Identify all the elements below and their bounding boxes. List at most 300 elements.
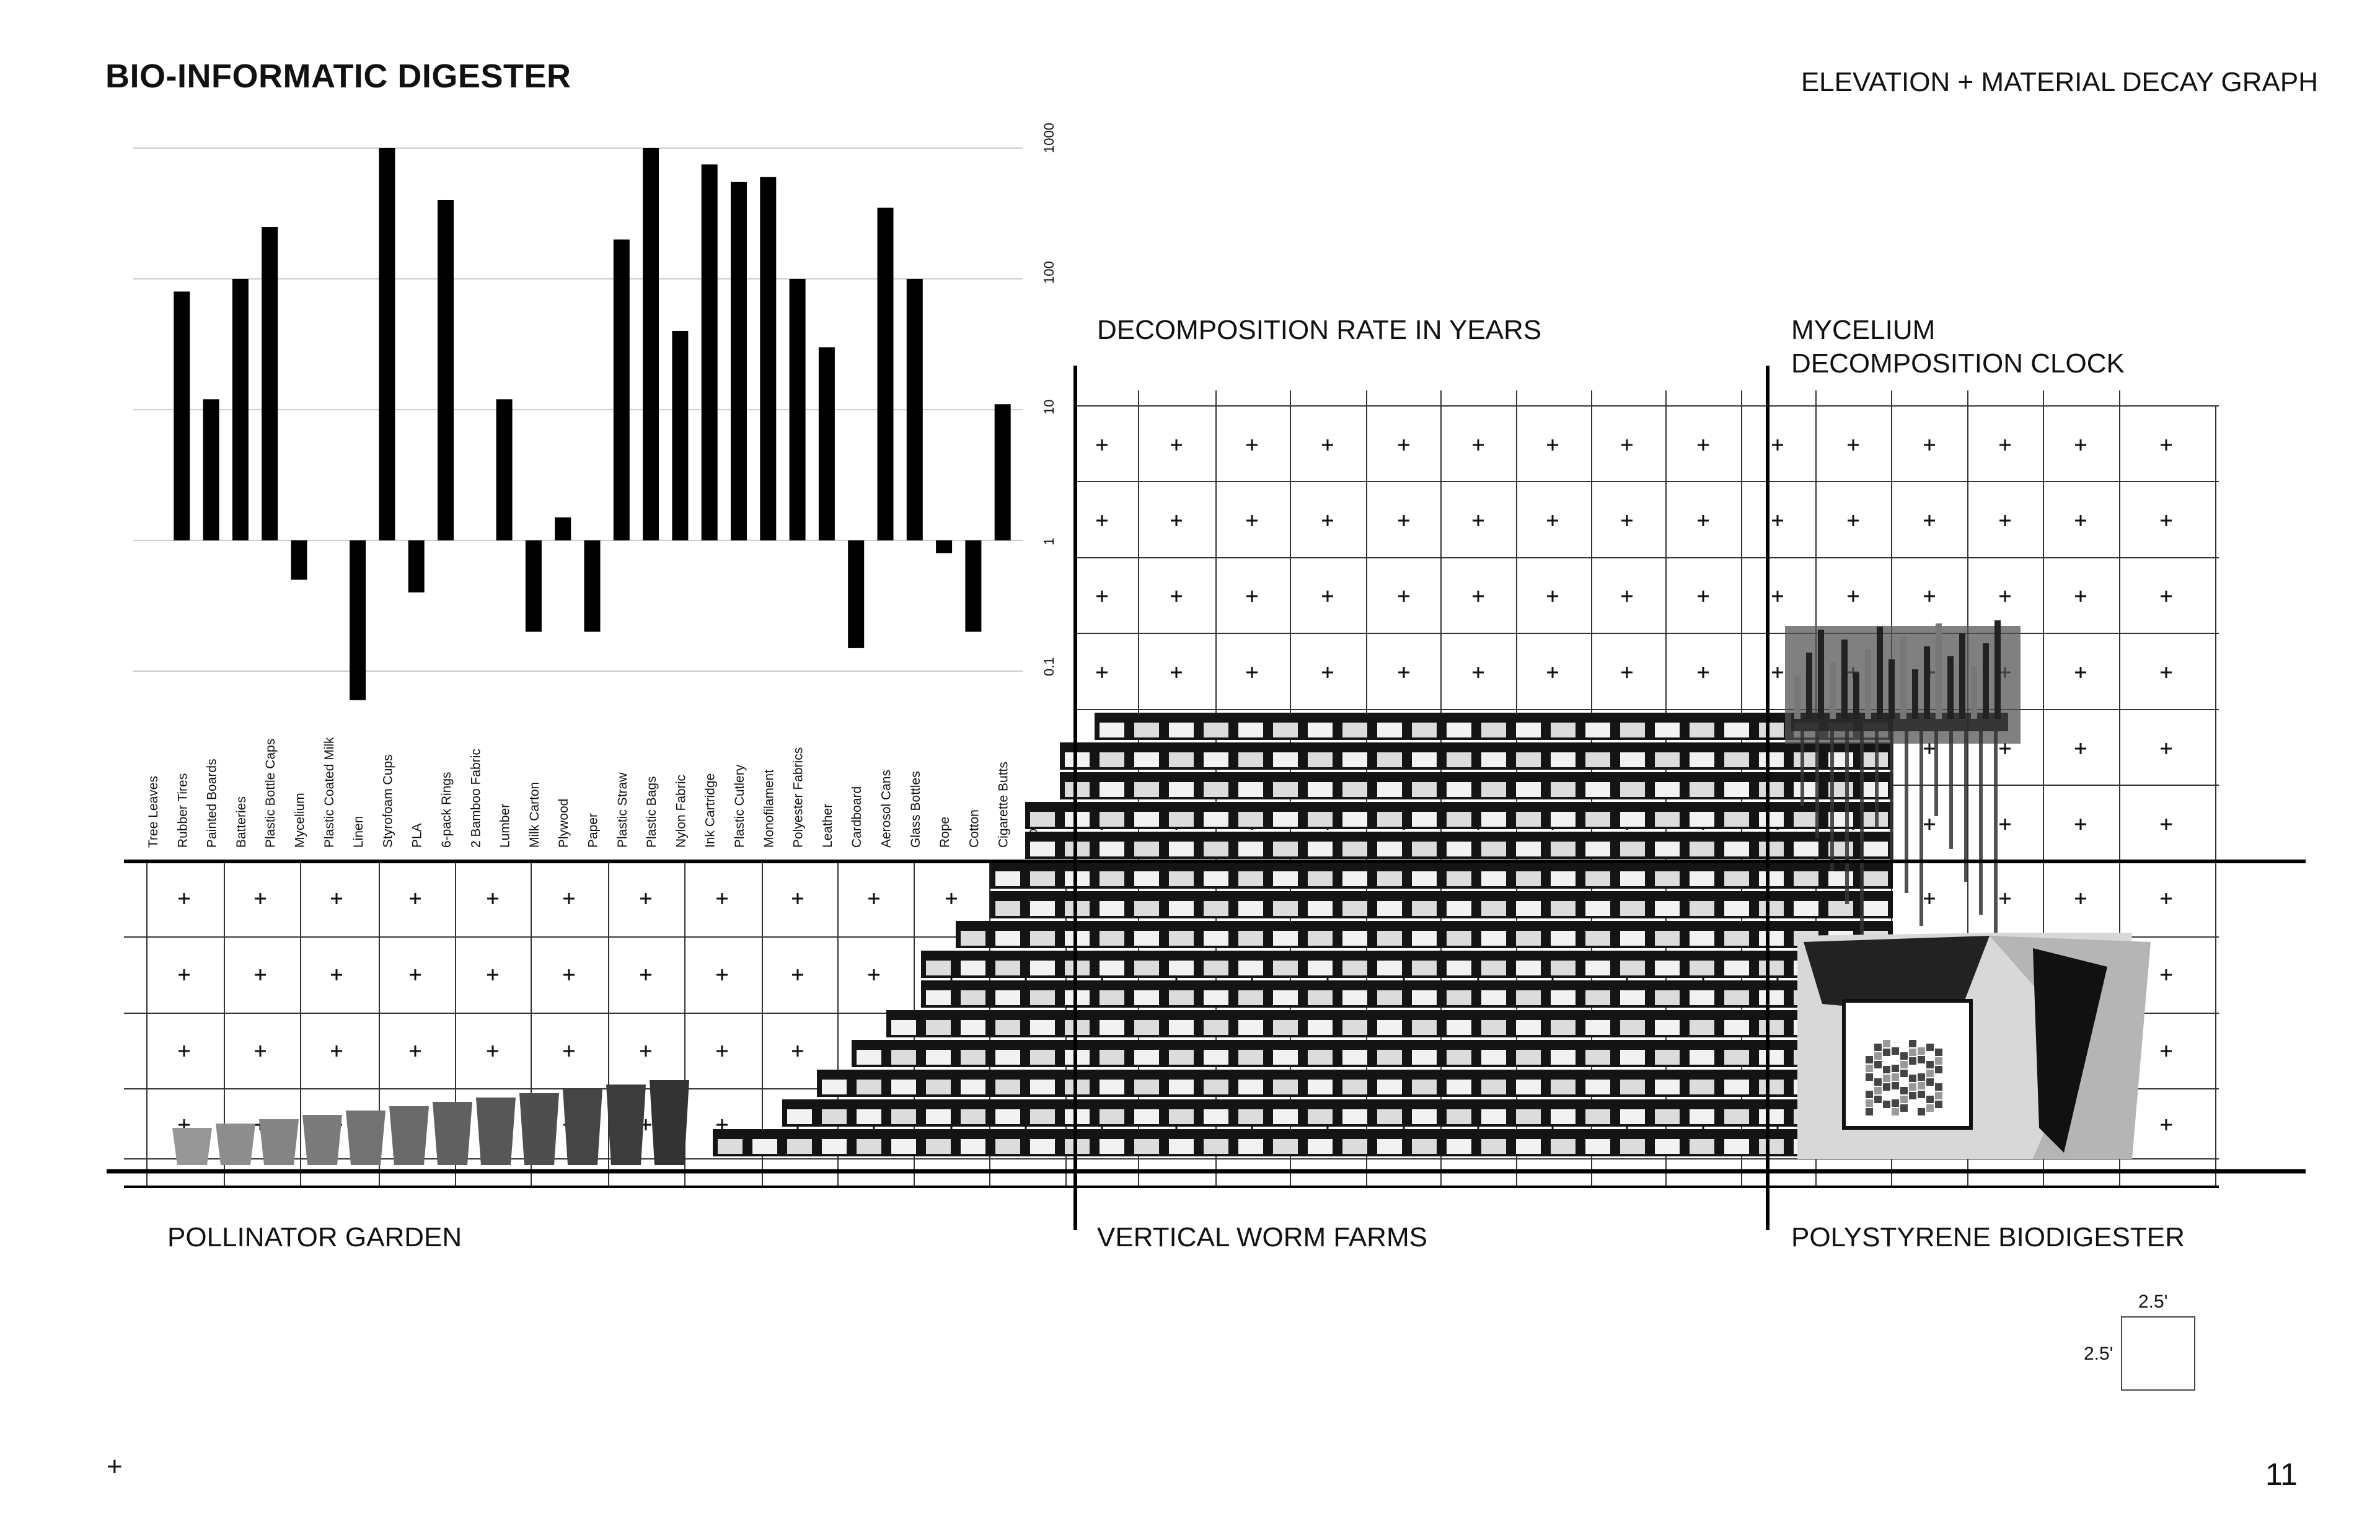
biodigester-block (1935, 1066, 1942, 1073)
worm-farm-module (1407, 1129, 1442, 1156)
worm-farm-module (1580, 1040, 1615, 1067)
worm-farm-module (1199, 1070, 1233, 1097)
worm-farm-module (1372, 980, 1407, 1008)
worm-farm-module (1407, 772, 1442, 799)
worm-farm-module (1095, 980, 1129, 1008)
chart-bar (819, 347, 835, 540)
worm-farm-module (1407, 951, 1442, 978)
worm-farm-module (1546, 1010, 1580, 1037)
worm-farm-module (1268, 980, 1303, 1008)
plus-mark (2161, 893, 2172, 904)
plus-mark (1246, 439, 1258, 451)
worm-farm-module (1372, 891, 1407, 918)
worm-farm-module (1476, 951, 1511, 978)
biodigester-block (1909, 1083, 1916, 1091)
biodigester-block (1900, 1096, 1908, 1103)
plus-mark (1171, 591, 1182, 602)
mycelium-spike (1900, 636, 1906, 719)
worm-farm-module (1338, 832, 1372, 859)
garden-pot (519, 1093, 559, 1165)
mycelium-drip (1919, 731, 1923, 926)
worm-farm-module (1476, 832, 1511, 859)
plus-mark (1999, 591, 2011, 602)
worm-farm-module (1338, 1040, 1372, 1067)
worm-farm-module (1685, 802, 1719, 829)
mycelium-drip (1949, 731, 1953, 849)
plus-mark (1398, 439, 1409, 451)
garden-pot (259, 1119, 299, 1165)
worm-farm-module (1476, 1070, 1511, 1097)
garden-pot (216, 1124, 255, 1165)
worm-farm-module (1164, 742, 1199, 770)
worm-farm-module (1303, 1070, 1338, 1097)
worm-farm-module (1233, 802, 1268, 829)
worm-farm-module (921, 1070, 956, 1097)
worm-farm-module (1546, 1040, 1580, 1067)
plus-mark (792, 1045, 803, 1057)
worm-farm-module (1754, 1010, 1789, 1037)
chart-category-label: Rope (938, 816, 953, 848)
worm-farm-module (1025, 1070, 1060, 1097)
worm-farm-module (886, 1099, 921, 1127)
chart-category-label: Lumber (498, 803, 513, 848)
worm-farm-module (1303, 742, 1338, 770)
worm-farm-module (852, 1070, 886, 1097)
plus-mark (2161, 1045, 2172, 1057)
worm-farm-module (1650, 980, 1685, 1008)
worm-farm-module (1615, 802, 1650, 829)
worm-farm-module (1823, 742, 1858, 770)
chart-tick-labels (1041, 123, 1057, 676)
chart-category-label: Polyester Fabrics (791, 747, 806, 848)
mycelium-spike (1830, 662, 1836, 719)
worm-farm-module (1754, 832, 1789, 859)
plus-mark (1246, 515, 1258, 526)
chart-category-label: Monofilament (762, 769, 777, 848)
worm-farm-module (1407, 742, 1442, 770)
plus-mark (1473, 515, 1484, 526)
biodigester-block (1883, 1101, 1890, 1108)
worm-farm-module (1754, 980, 1789, 1008)
plus-mark (1924, 439, 1935, 451)
worm-farm-module (1476, 921, 1511, 948)
label-decomposition-rate: DECOMPOSITION RATE IN YEARS (1097, 315, 1542, 345)
worm-farm-module (1685, 1129, 1719, 1156)
worm-farm-module (747, 1129, 782, 1156)
worm-farm-module (1580, 832, 1615, 859)
mycelium-drip (1964, 731, 1968, 882)
plus-mark (1698, 439, 1709, 451)
worm-farm-module (1129, 921, 1164, 948)
chart-bar (232, 279, 249, 540)
worm-farm-module (956, 1040, 990, 1067)
worm-farm-module (1268, 713, 1303, 740)
worm-farm-module (1199, 832, 1233, 859)
worm-farm-module (1546, 891, 1580, 918)
worm-farm-module (1372, 1010, 1407, 1037)
worm-farm-module (1615, 921, 1650, 948)
worm-farm-module (1442, 742, 1476, 770)
worm-farm-module (1476, 891, 1511, 918)
chart-category-label: Cotton (967, 809, 982, 848)
plus-mark (410, 1045, 421, 1057)
worm-farm-module (1476, 1099, 1511, 1127)
worm-farm-module (1164, 861, 1199, 889)
worm-farm-module (1650, 1070, 1685, 1097)
worm-farm-module (852, 1099, 886, 1127)
chart-bar (262, 227, 278, 540)
biodigester-block (1866, 1065, 1873, 1072)
garden-pot (476, 1098, 516, 1165)
plus-mark (868, 969, 879, 980)
worm-farm-module (1476, 772, 1511, 799)
worm-farm-module (1129, 1010, 1164, 1037)
worm-farm-module (1268, 1099, 1303, 1127)
worm-farm-module (1685, 1099, 1719, 1127)
worm-farm-module (990, 980, 1025, 1008)
worm-farm-module (1719, 802, 1754, 829)
chart-bar (438, 200, 454, 540)
worm-farm-module (1199, 742, 1233, 770)
biodigester-block (1900, 1061, 1908, 1068)
chart-tick-label: 1 (1041, 537, 1057, 545)
worm-farm-module (1025, 832, 1060, 859)
worm-farm-module (1025, 1129, 1060, 1156)
mycelium-drip (1979, 731, 1983, 915)
mycelium-drip (1994, 731, 1998, 948)
worm-farm-module (1685, 1010, 1719, 1037)
worm-farm-module (1233, 1129, 1268, 1156)
biodigester-block (1900, 1070, 1908, 1077)
worm-farm-module (1303, 861, 1338, 889)
worm-farm-module (1615, 891, 1650, 918)
biodigester-block (1883, 1075, 1890, 1082)
worm-farm-module (1442, 951, 1476, 978)
biodigester-block (1909, 1092, 1916, 1099)
chart-bar (408, 540, 425, 592)
worm-farm-module (1303, 980, 1338, 1008)
worm-farm-module (1719, 1010, 1754, 1037)
biodigester-block (1892, 1065, 1899, 1072)
chart-bar (350, 540, 366, 700)
plus-mark (331, 969, 342, 980)
worm-farm-module (1303, 921, 1338, 948)
worm-farm-module (1338, 951, 1372, 978)
mycelium-spike (1983, 643, 1989, 719)
worm-farm-module (1650, 951, 1685, 978)
worm-farm-module (1442, 1040, 1476, 1067)
worm-farm-module (1025, 921, 1060, 948)
worm-farm-module (1615, 951, 1650, 978)
worm-farm-module (1095, 1040, 1129, 1067)
chart-bar (643, 148, 659, 540)
chart-category-label: Rubber Tires (175, 773, 190, 848)
worm-farm-module (1476, 861, 1511, 889)
worm-farm-module (1268, 951, 1303, 978)
worm-farm-module (886, 1070, 921, 1097)
chart-category-label: Cigarette Butts (996, 762, 1011, 848)
chart-tick-label: 10 (1041, 399, 1057, 415)
worm-farm-module (1546, 951, 1580, 978)
worm-farm-module (1129, 1129, 1164, 1156)
chart-tick-label: 100 (1041, 261, 1057, 284)
worm-farm-module (1754, 772, 1789, 799)
chart-bar (526, 540, 542, 631)
plus-mark (792, 969, 803, 980)
worm-farm-module (1338, 1129, 1372, 1156)
worm-farm-module (1754, 1070, 1789, 1097)
plus-mark (1848, 439, 1859, 451)
garden-pot (606, 1085, 646, 1165)
worm-farm-module (1129, 1099, 1164, 1127)
worm-farm-module (1615, 980, 1650, 1008)
worm-farm-module (1095, 713, 1129, 740)
garden-pot (433, 1102, 472, 1165)
worm-farm-module (1511, 742, 1546, 770)
worm-farm-module (1303, 772, 1338, 799)
worm-farm-module (1025, 802, 1060, 829)
worm-farm-module (1407, 1010, 1442, 1037)
worm-farm-module (1129, 951, 1164, 978)
worm-farm-module (1025, 1010, 1060, 1037)
worm-farm-module (1233, 772, 1268, 799)
worm-farm-module (1338, 1099, 1372, 1127)
plus-mark (1322, 591, 1333, 602)
chart-bar (203, 399, 219, 540)
mycelium-drip (1830, 731, 1834, 871)
plus-mark (2161, 591, 2172, 602)
worm-farm-module (1442, 921, 1476, 948)
biodigester-block (1918, 1108, 1925, 1115)
worm-farm-module (1511, 1099, 1546, 1127)
biodigester-block (1883, 1066, 1890, 1073)
worm-farm-module (1338, 772, 1372, 799)
worm-farm-module (1095, 802, 1129, 829)
worm-farm-module (1233, 1070, 1268, 1097)
worm-farm-module (1685, 1070, 1719, 1097)
worm-farm-module (1580, 921, 1615, 948)
worm-farm-module (1372, 772, 1407, 799)
mycelium-drip (1905, 731, 1908, 893)
worm-farm-module (990, 1070, 1025, 1097)
worm-farm-module (1719, 980, 1754, 1008)
plus-mark (1698, 515, 1709, 526)
worm-farm-module (1511, 832, 1546, 859)
chart-category-label: Cardboard (850, 786, 865, 848)
worm-farm-module (1268, 1070, 1303, 1097)
worm-farm-module (1129, 713, 1164, 740)
biodigester-block (1909, 1040, 1916, 1047)
worm-farm-module (1164, 832, 1199, 859)
worm-farm-module (1199, 1099, 1233, 1127)
worm-farm-module (1754, 891, 1789, 918)
page-number: 11 (2265, 1457, 2298, 1492)
biodigester-block (1918, 1056, 1925, 1063)
plus-mark (1246, 591, 1258, 602)
worm-farm-module (1685, 832, 1719, 859)
worm-farm-module (1303, 832, 1338, 859)
mycelium-drip (1845, 731, 1849, 904)
worm-farm-module (1372, 802, 1407, 829)
worm-farm-module (921, 1099, 956, 1127)
plus-mark (1096, 439, 1108, 451)
worm-farm-module (1511, 1129, 1546, 1156)
biodigester-block (1909, 1057, 1916, 1065)
worm-farm-module (1511, 951, 1546, 978)
worm-farm-module (1095, 832, 1129, 859)
worm-farm-module (1546, 1099, 1580, 1127)
worm-farm-module (1650, 1129, 1685, 1156)
plus-mark (1547, 667, 1558, 678)
chart-bar (174, 291, 190, 540)
mycelium-drip (1815, 731, 1819, 838)
chart-bar (965, 540, 981, 631)
worm-farm-module (956, 1099, 990, 1127)
chart-bar (760, 177, 776, 540)
worm-farm-module (1129, 1040, 1164, 1067)
plus-mark (1473, 591, 1484, 602)
worm-farm-module (1025, 861, 1060, 889)
worm-farm-module (1754, 921, 1789, 948)
worm-farm-module (1442, 1129, 1476, 1156)
worm-farm-module (1164, 1099, 1199, 1127)
worm-farm-module (1407, 802, 1442, 829)
worm-farm-module (1476, 742, 1511, 770)
biodigester-block (1883, 1040, 1890, 1047)
worm-farm-module (1546, 980, 1580, 1008)
worm-farm-module (1199, 713, 1233, 740)
biodigester-block (1866, 1073, 1873, 1081)
label-mycelium-line1: MYCELIUM (1791, 315, 1936, 345)
biodigester-block (1926, 1096, 1934, 1103)
worm-farm-module (1442, 1099, 1476, 1127)
chart-category-label: Plywood (557, 798, 571, 848)
worm-farm-module (1719, 891, 1754, 918)
biodigester-block (1874, 1052, 1882, 1060)
biodigester-block (1926, 1078, 1934, 1086)
mycelium-spike (1841, 640, 1848, 719)
worm-farm-module (956, 1070, 990, 1097)
mycelium-spike (1889, 659, 1895, 719)
worm-farm-module (1407, 891, 1442, 918)
worm-farm-module (1580, 1099, 1615, 1127)
worm-farm-module (1025, 891, 1060, 918)
worm-farm-module (1372, 1070, 1407, 1097)
worm-farm-module (956, 951, 990, 978)
worm-farm-module (1338, 891, 1372, 918)
worm-farm-module (1546, 772, 1580, 799)
biodigester-block (1866, 1108, 1873, 1115)
plus-mark (255, 1045, 266, 1057)
biodigester-block (1900, 1104, 1908, 1112)
worm-farm-module (1685, 861, 1719, 889)
biodigester-block (1892, 1099, 1899, 1107)
worm-farm-module (1407, 832, 1442, 859)
label-mycelium-line2: DECOMPOSITION CLOCK (1791, 348, 2125, 379)
worm-farm-module (1442, 980, 1476, 1008)
worm-farm-module (1754, 1040, 1789, 1067)
plus-mark (178, 1045, 190, 1057)
plus-mark (640, 969, 651, 980)
worm-farm-module (1546, 713, 1580, 740)
worm-farm-module (921, 1040, 956, 1067)
worm-farm-module (1580, 1129, 1615, 1156)
biodigester-block (1874, 1087, 1882, 1094)
biodigester-block (1935, 1049, 1942, 1056)
worm-farm-module (1199, 1129, 1233, 1156)
worm-farm-module (1199, 891, 1233, 918)
worm-farm-module (1685, 891, 1719, 918)
chart-bar (995, 404, 1011, 540)
plus-mark (1473, 439, 1484, 451)
biodigester-block (1926, 1070, 1934, 1077)
mycelium-spike (1959, 633, 1965, 719)
worm-farm-module (1303, 1010, 1338, 1037)
worm-farm-module (1164, 980, 1199, 1008)
mycelium-spike (1865, 649, 1871, 719)
worm-farm-module (1580, 980, 1615, 1008)
worm-farm-module (1442, 1010, 1476, 1037)
worm-farm-module (1268, 861, 1303, 889)
chart-tick-label: 1000 (1041, 123, 1057, 153)
worm-farm-module (1476, 1010, 1511, 1037)
chart-category-label: Linen (351, 816, 366, 848)
mycelium-spike (1794, 675, 1800, 719)
worm-farm-module (921, 951, 956, 978)
worm-farm-module (1442, 802, 1476, 829)
biodigester-block (1900, 1052, 1908, 1060)
chart-category-label: Mycelium (293, 793, 307, 848)
worm-farm-module (1095, 772, 1129, 799)
mycelium-spike (1924, 646, 1930, 719)
worm-farm-module (1511, 921, 1546, 948)
worm-farm-module (886, 1129, 921, 1156)
worm-farm-module (1164, 891, 1199, 918)
worm-farm-module (1546, 802, 1580, 829)
plus-mark (1171, 667, 1182, 678)
worm-farm-module (1268, 1129, 1303, 1156)
worm-farm-module (1095, 861, 1129, 889)
chart-category-label: Plastic Straw (615, 772, 630, 848)
worm-farm-module (956, 1129, 990, 1156)
worm-farm-module (852, 1040, 886, 1067)
plus-mark (487, 1045, 498, 1057)
worm-farm-module (1511, 1070, 1546, 1097)
plus-mark (2075, 667, 2086, 678)
worm-farm-module (1719, 1070, 1754, 1097)
garden-pot (389, 1106, 429, 1165)
worm-farm-module (1546, 832, 1580, 859)
chart-bar (291, 540, 307, 580)
worm-farm-module (1199, 772, 1233, 799)
worm-farm-module (1303, 1129, 1338, 1156)
worm-farm-module (1407, 921, 1442, 948)
mycelium-drip (1875, 731, 1879, 827)
worm-farm-module (1754, 861, 1789, 889)
biodigester-block (1926, 1044, 1934, 1051)
worm-farm-module (1233, 1099, 1268, 1127)
chart-bar (848, 540, 864, 648)
worm-farm-module (1580, 1070, 1615, 1097)
worm-farm-module (1233, 861, 1268, 889)
biodigester-block (1892, 1073, 1899, 1081)
plus-mark (1547, 515, 1558, 526)
worm-farm-module (1615, 832, 1650, 859)
worm-farm-module (1615, 1129, 1650, 1156)
worm-farm-module (1233, 951, 1268, 978)
worm-farm-module (1650, 713, 1685, 740)
worm-farm-module (782, 1099, 817, 1127)
